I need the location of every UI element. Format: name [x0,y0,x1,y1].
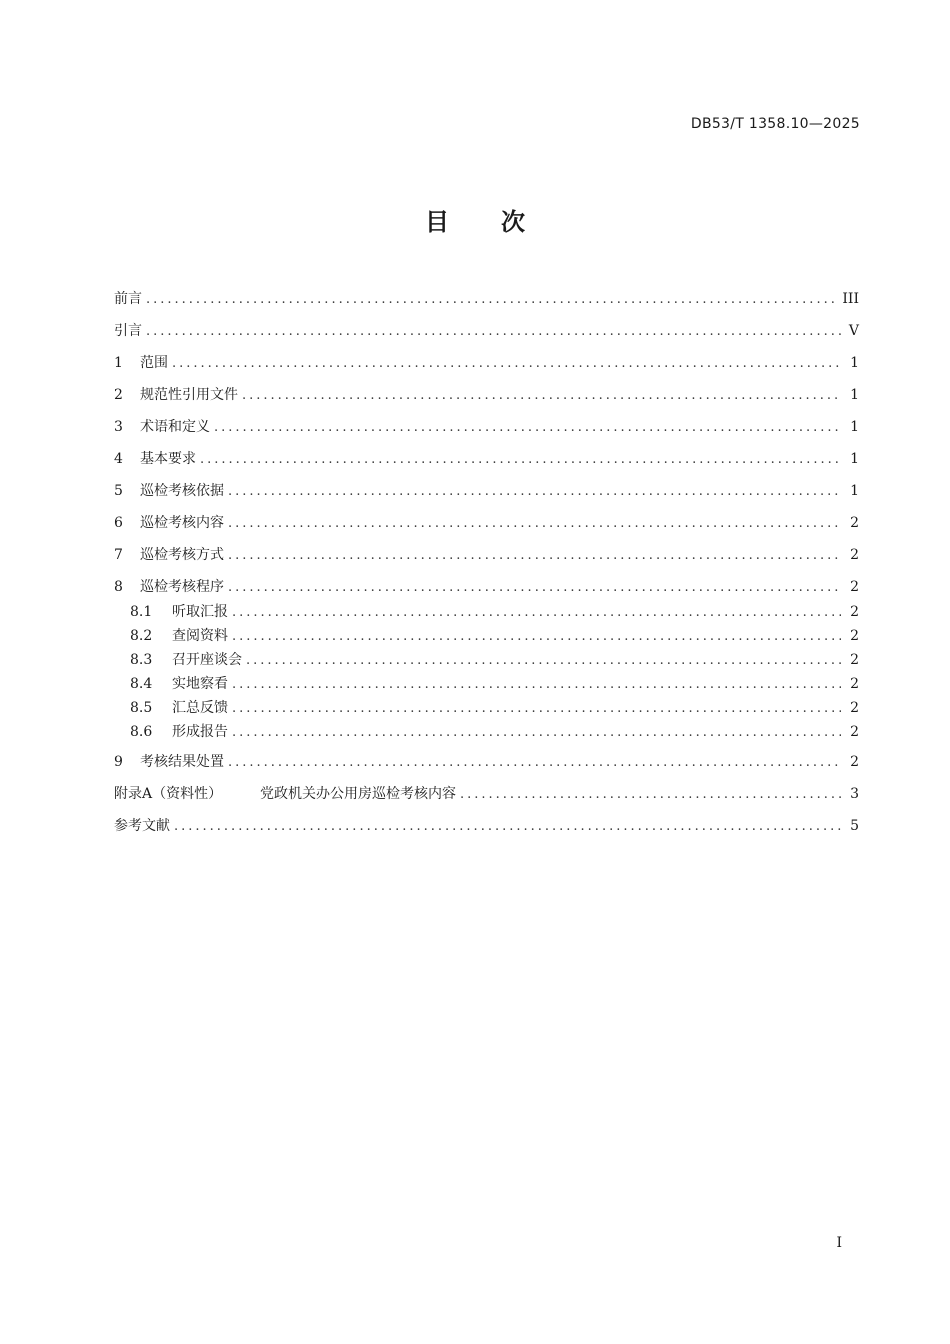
toc-entry-8-4[interactable] [130,673,859,695]
toc-entry-page: V [848,323,859,339]
toc-entry-page: 2 [850,754,859,770]
toc-entry-number: 8.4 [130,676,153,692]
toc-entry-8-5[interactable] [130,697,859,719]
toc-entry-title: 查阅资料 [172,628,228,644]
toc-entry-number: 8.6 [130,724,153,740]
toc-entry-number: 2 [114,387,123,403]
toc-entry-page: 2 [850,515,859,531]
toc-entry-title: 参考文献 [114,818,170,834]
toc-entry-title: 基本要求 [140,451,196,467]
toc-entry-page: III [842,291,859,307]
toc-entry-appendix-a[interactable] [114,783,859,805]
toc-entry-number: 7 [114,547,123,563]
toc-entry-page: 1 [850,451,859,467]
toc-leader-dots [174,816,841,838]
toc-entry-title: 前言 [114,291,142,307]
toc-entry-number: 3 [114,419,123,435]
toc-leader-dots [228,752,841,774]
toc-entry-8-2[interactable] [130,625,859,647]
toc-entry-title: 规范性引用文件 [140,387,238,403]
toc-entry-page: 1 [850,483,859,499]
toc-leader-dots [172,353,841,375]
toc-entry-number: 8 [114,579,123,595]
toc-leader-dots [232,698,841,720]
toc-entry-page: 5 [850,818,859,834]
toc-entry-title: 巡检考核程序 [140,579,224,595]
toc-leader-dots [232,674,841,696]
toc-entry-number: 附录A（资料性） [114,786,223,802]
toc-entry-2[interactable] [114,384,859,406]
toc-leader-dots [228,513,841,535]
toc-leader-dots [232,602,841,624]
toc-leader-dots [200,449,841,471]
toc-leader-dots [246,650,841,672]
toc-entry-title: 党政机关办公用房巡检考核内容 [260,786,456,802]
toc-entry-page: 1 [850,387,859,403]
toc-entry-5[interactable] [114,480,859,502]
toc-entry-title: 形成报告 [172,724,228,740]
toc-entry-number: 5 [114,483,123,499]
toc-title-char-2: 次 [501,208,525,236]
toc-title [0,202,950,237]
toc-entry-title: 巡检考核方式 [140,547,224,563]
toc-title-char-1: 目 [425,208,449,236]
toc-entry-page: 2 [850,676,859,692]
toc-entry-title: 范围 [140,355,168,371]
toc-entry-number: 4 [114,451,123,467]
toc-entry-8[interactable] [114,576,859,598]
page-number: I [836,1235,842,1251]
toc-entry-page: 2 [850,652,859,668]
toc-entry-title: 术语和定义 [140,419,210,435]
toc-leader-dots [146,321,841,343]
toc-entry-4[interactable] [114,448,859,470]
toc-entry-page: 1 [850,419,859,435]
toc-entry-page: 2 [850,604,859,620]
toc-entry-page: 2 [850,547,859,563]
toc-entry-page: 2 [850,628,859,644]
toc-entry-8-3[interactable] [130,649,859,671]
toc-entry-page: 2 [850,579,859,595]
toc-entry-8-6[interactable] [130,721,859,743]
toc-leader-dots [232,626,841,648]
toc-entry-number: 6 [114,515,123,531]
toc-entry-number: 8.1 [130,604,153,620]
toc-entry-title: 汇总反馈 [172,700,228,716]
toc-entry-foreword[interactable] [114,288,859,310]
toc-entry-title: 巡检考核依据 [140,483,224,499]
toc-leader-dots [146,289,836,311]
toc-entry-7[interactable] [114,544,859,566]
toc-leader-dots [460,784,841,806]
toc-entry-8-1[interactable] [130,601,859,623]
toc-leader-dots [228,577,841,599]
toc-leader-dots [228,545,841,567]
toc-entry-number: 8.2 [130,628,153,644]
toc-entry-page: 2 [850,724,859,740]
toc-entry-3[interactable] [114,416,859,438]
toc-entry-title: 实地察看 [172,676,228,692]
toc-entry-page: 2 [850,700,859,716]
toc-leader-dots [232,722,841,744]
toc-entry-6[interactable] [114,512,859,534]
toc-entry-page: 1 [850,355,859,371]
document-code: DB53/T 1358.10—2025 [690,116,860,132]
toc-entry-introduction[interactable] [114,320,859,342]
toc-entry-number: 8.3 [130,652,153,668]
toc-entry-title: 召开座谈会 [172,652,242,668]
toc-entry-number: 8.5 [130,700,153,716]
toc-entry-title: 听取汇报 [172,604,228,620]
toc-entry-page: 3 [850,786,859,802]
toc-entry-title: 引言 [114,323,142,339]
toc-entry-references[interactable] [114,815,859,837]
toc-entry-9[interactable] [114,751,859,773]
toc-entry-1[interactable] [114,352,859,374]
toc-entry-title: 巡检考核内容 [140,515,224,531]
toc-entry-number: 1 [114,355,123,371]
toc-leader-dots [242,385,841,407]
toc-leader-dots [228,481,841,503]
toc-leader-dots [214,417,841,439]
toc-entry-title: 考核结果处置 [140,754,224,770]
toc-entry-number: 9 [114,754,123,770]
